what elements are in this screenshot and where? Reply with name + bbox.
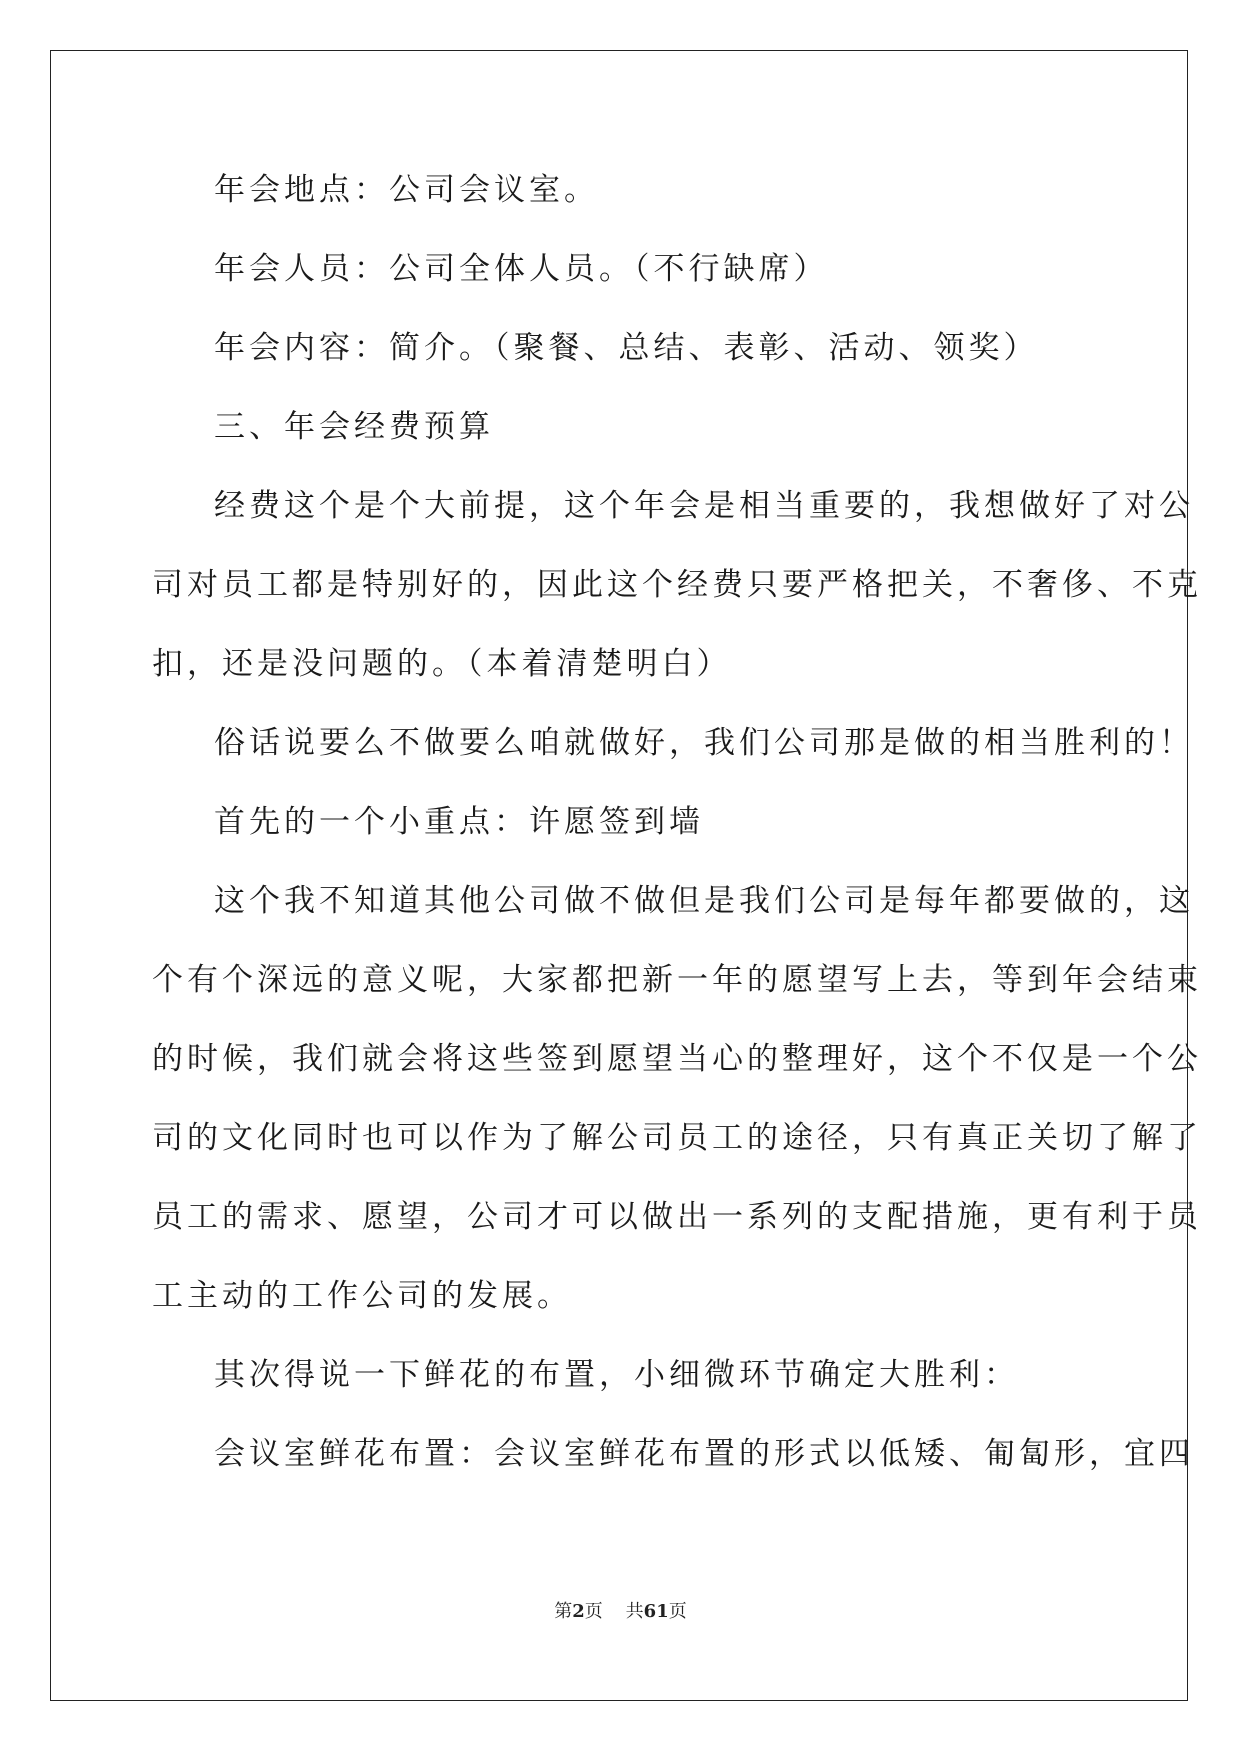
page-footer: [0, 1600, 1241, 1624]
paragraph-line: 俗话说要么不做要么咱就做好，我们公司那是做的相当胜利的！: [214, 725, 1194, 761]
paragraph-line: 的时候，我们就会将这些签到愿望当心的整理好，这个不仅是一个公: [152, 1041, 1202, 1077]
footer-total-pages: 61: [643, 1601, 669, 1622]
paragraph-line: 员工的需求、愿望，公司才可以做出一系列的支配措施，更有利于员: [152, 1199, 1202, 1235]
paragraph-line: 会议室鲜花布置：会议室鲜花布置的形式以低矮、匍匐形，宜四: [214, 1436, 1194, 1472]
paragraph-line: 首先的一个小重点：许愿签到墙: [214, 804, 704, 840]
paragraph-line: 扣，还是没问题的。（本着清楚明白）: [152, 646, 732, 682]
footer-total-prefix: 共: [625, 1601, 644, 1622]
paragraph-line: 司的文化同时也可以作为了解公司员工的途径，只有真正关切了解了: [152, 1120, 1202, 1156]
paragraph-line: 这个我不知道其他公司做不做但是我们公司是每年都要做的，这: [214, 883, 1194, 919]
footer-page-suffix: 页: [584, 1601, 603, 1622]
footer-total-suffix: 页: [668, 1601, 687, 1622]
paragraph-line: 年会地点：公司会议室。: [214, 172, 599, 208]
paragraph-line: 司对员工都是特别好的，因此这个经费只要严格把关，不奢侈、不克: [152, 567, 1202, 603]
section-heading: 三、年会经费预算: [214, 409, 494, 445]
paragraph-line: 年会内容：简介。（聚餐、总结、表彰、活动、领奖）: [214, 330, 1039, 366]
paragraph-line: 工主动的工作公司的发展。: [152, 1278, 572, 1314]
paragraph-line: 经费这个是个大前提，这个年会是相当重要的，我想做好了对公: [214, 488, 1194, 524]
paragraph-line: 个有个深远的意义呢，大家都把新一年的愿望写上去，等到年会结束: [152, 962, 1202, 998]
paragraph-line: 年会人员：公司全体人员。（不行缺席）: [214, 251, 829, 287]
paragraph-line: 其次得说一下鲜花的布置，小细微环节确定大胜利：: [214, 1357, 1019, 1393]
footer-page-prefix: 第: [554, 1601, 573, 1622]
footer-page-number: 2: [572, 1601, 585, 1622]
